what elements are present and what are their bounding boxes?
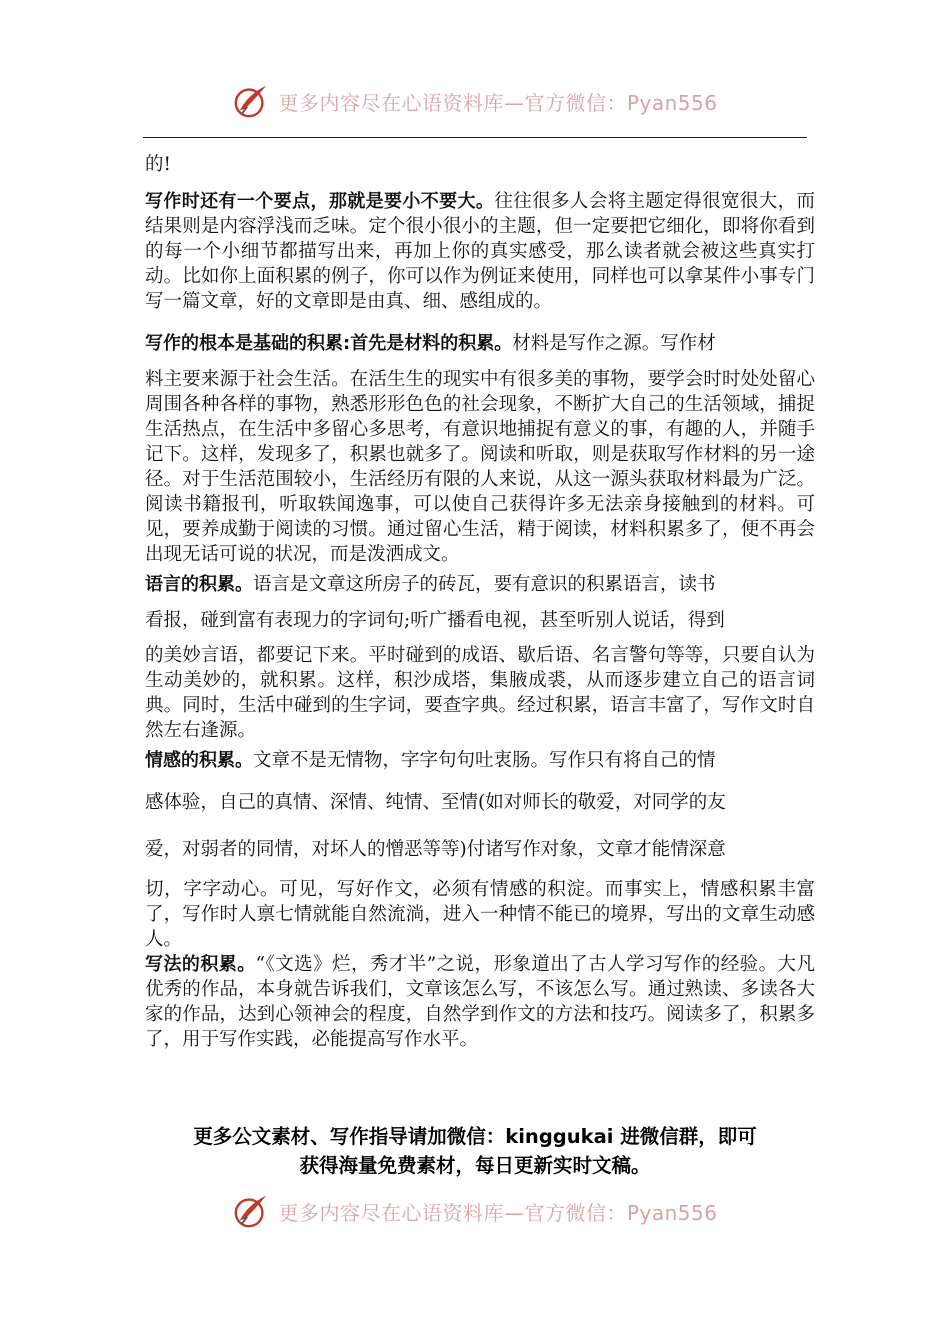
quill-pen-logo-icon <box>232 82 270 120</box>
paragraph-4-first-line <box>145 743 815 779</box>
paragraph-2-first-line <box>145 326 815 362</box>
header-brand-text: 更多内容尽在心语资料库—官方微信：Pyan556 <box>278 90 718 115</box>
footer-brand-text: 更多内容尽在心语资料库—官方微信：Pyan556 <box>278 1200 718 1225</box>
paragraph-3-first-line <box>145 567 815 603</box>
page-header <box>0 82 950 120</box>
article-body <box>145 152 815 1052</box>
paragraph-4-rest: 切，字字动心。可见，写好作文，必须有情感的积淀。而事实上，情感积累丰富了，写作时人禀七情就能自然流淌，进入一种情不能已的境界，写出的文章生动感人。 <box>145 879 815 950</box>
promo-line-2: 获得海量免费素材，每日更新实时文稿。 <box>299 1154 651 1177</box>
promo-line-1: 更多公文素材、写作指导请加微信：kinggukai 进微信群，即可 <box>193 1125 757 1148</box>
paragraph-3-rest: 的美妙言语，都要记下来。平时碰到的成语、歇后语、名言警句等等，只要自认为生动美妙的，就积累。这样，积沙成塔，集腋成裘，从而逐步建立自己的语言词典。同时，生活中碰到的生字词，要查字典。经过积累，语言丰富了，写作文时自然左右逢源。 <box>145 645 815 741</box>
paragraph-3-heading: 语言的积累。 <box>145 574 253 595</box>
paragraph-2-text-a: 材料是写作之源。写作材 <box>512 333 716 354</box>
paragraph-4-text-a: 文章不是无情物，字字句句吐衷肠。写作只有将自己的情 <box>253 750 716 771</box>
paragraph-5-text: “《文选》烂，秀才半”之说，形象道出了古人学习写作的经验。大凡优秀的作品，本身就告诉我们，文章该怎么写，不该怎么写。通过熟读、多读各大家的作品，达到心领神会的程度，自然学到作文的方法和技巧。阅读多了，积累多了，用于写作实践，必能提高写作水平。 <box>145 954 815 1050</box>
paragraph-1-heading: 写作时还有一个要点，那就是要小不要大。 <box>145 191 495 212</box>
paragraph-2-heading: 写作的根本是基础的积累:首先是材料的积累。 <box>145 333 513 354</box>
paragraph-4-line-3: 爱，对弱者的同情，对坏人的憎恶等等)付诸写作对象，文章才能情深意 <box>145 839 726 860</box>
paragraph-1-text: 往往很多人会将主题定得很宽很大，而结果则是内容浮浅而乏味。定个很小很小的主题，但一定要把它细化，即将你看到的每一个小细节都描写出来，再加上你的真实感受，那么读者就会被这些真实打动。比如你上面积累的例子，你可以作为例证来使用，同样也可以拿某件小事专门写一篇文章，好的文章即是由真、细、感组成的。 <box>145 191 815 312</box>
paragraph-3-text-a: 语言是文章这所房子的砖瓦，要有意识的积累语言，读书 <box>253 574 716 595</box>
paragraph-4-heading: 情感的积累。 <box>145 750 253 771</box>
paragraph-3-line-2: 看报，碰到富有表现力的字词句;听广播看电视，甚至听别人说话，得到 <box>145 610 725 631</box>
paragraph-2: 料主要来源于社会生活。在活生生的现实中有很多美的事物，要学会时时处处留心周围各种各样的事物，熟悉形形色色的社会现象，不断扩大自己的生活领域，捕捉生活热点，在生活中多留心多思考，有意识地捕捉有意义的事，有趣的人，并随手记下。这样，发现多了，积累也就多了。阅读和听取，则是获取写作材料的另一途径。对于生活范围较小，生活经历有限的人来说，从这一源头获取材料最为广泛。阅读书籍报刊，听取轶闻逸事，可以使自己获得许多无法亲身接触到的材料。可见，要养成勤于阅读的习惯。通过留心生活，精于阅读，材料积累多了，便不再会出现无话可说的状况，而是泼洒成文。 <box>145 369 815 565</box>
promo-notice <box>145 1122 805 1180</box>
quill-pen-logo-icon <box>232 1192 270 1230</box>
paragraph-5 <box>145 952 815 1052</box>
paragraph-1 <box>145 189 815 314</box>
paragraph-0: 的! <box>145 154 171 175</box>
page-footer <box>0 1192 950 1230</box>
header-divider <box>143 137 807 138</box>
paragraph-5-heading: 写法的积累。 <box>145 954 256 975</box>
paragraph-4-line-2: 感体验，自己的真情、深情、纯情、至情(如对师长的敬爱，对同学的友 <box>145 792 726 813</box>
